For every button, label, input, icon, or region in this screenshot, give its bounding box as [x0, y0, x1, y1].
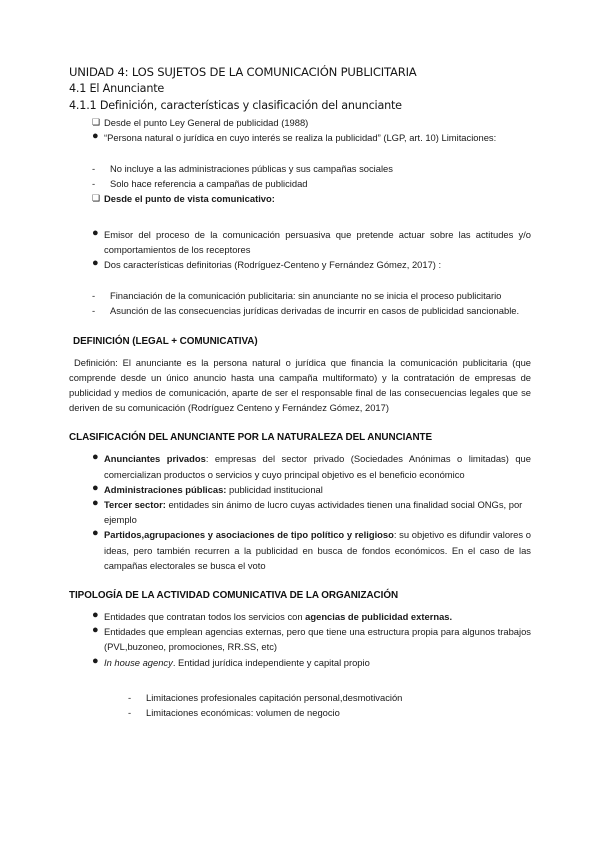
checkbox-icon: ❏ — [92, 116, 101, 127]
definicion-heading: DEFINICIÓN (LEGAL + COMUNICATIVA) — [73, 335, 258, 347]
spacer — [69, 319, 531, 335]
list-item-description: entidades sin ánimo de lucro cuyas actividades tienen una finalidad social ONGs, por ejemplo — [104, 498, 523, 526]
list-item-label: Limitaciones económicas: volumen de negocio — [146, 706, 340, 718]
spacer — [69, 272, 531, 288]
bullet-icon: ● — [92, 527, 99, 540]
bullet-icon: ● — [92, 654, 99, 667]
list-item-bullet — [69, 257, 531, 272]
list-item-description: : su objetivo es difundir valores o ideas, pero también recurren a la publicidad en busca de fondos económicos. En el caso de las campañas electorales se busca el voto — [104, 529, 531, 571]
list-item-label: No incluye a las administraciones públicas y sus campañas sociales — [110, 162, 393, 174]
list-item-label: Emisor del proceso de la comunicación persuasiva que pretende actuar sobre las actitudes y/o comportamientos de los receptores — [104, 228, 531, 255]
list-item-dash — [69, 705, 531, 720]
list-item-bullet — [69, 609, 531, 624]
list-item-label — [104, 497, 531, 527]
list-item-label: “Persona natural o jurídica en cuyo interés se realiza la publicidad” (LGP, art. 10) Limitaciones: — [104, 131, 497, 143]
list-item-description: Entidades que contratan todos los servicios con — [104, 610, 306, 622]
clasificacion-heading: CLASIFICACIÓN DEL ANUNCIANTE POR LA NATURALEZA DEL ANUNCIANTE — [69, 432, 433, 444]
list-item-dash — [69, 690, 531, 705]
dash-icon: - — [92, 290, 96, 302]
bullet-icon: ● — [92, 624, 99, 637]
list-item-checkbox — [69, 115, 531, 130]
dash-icon: - — [128, 706, 132, 718]
list-item-dash — [69, 288, 531, 303]
list-item-term: Partidos,agrupaciones y asociaciones de tipo político y religioso — [104, 529, 394, 541]
clasificacion-list — [69, 451, 531, 573]
legal-definition-block — [69, 115, 531, 207]
document-heading-block — [69, 64, 531, 115]
list-item-bullet — [69, 655, 531, 670]
list-item-label — [104, 609, 531, 624]
list-item-term: Anunciantes privados — [104, 453, 206, 465]
bullet-icon: ● — [92, 496, 99, 509]
spacer — [69, 573, 531, 589]
list-item-bullet — [69, 497, 531, 527]
list-item-label: Solo hace referencia a campañas de publicidad — [110, 178, 308, 190]
list-item-bullet — [69, 130, 531, 145]
spacer — [69, 145, 531, 161]
list-item-bullet — [69, 227, 531, 257]
tipologia-list — [69, 609, 531, 720]
spacer — [69, 207, 531, 227]
page-title: UNIDAD 4: LOS SUJETOS DE LA COMUNICACIÓN PUBLICITARIA — [69, 65, 417, 79]
list-item-term: agencias de publicidad externas. — [305, 610, 453, 622]
dash-icon: - — [92, 162, 96, 174]
comunicativo-block — [69, 227, 531, 319]
spacer — [69, 415, 531, 431]
bullet-icon: ● — [92, 129, 99, 142]
bullet-icon: ● — [92, 608, 99, 621]
list-item-label — [104, 527, 531, 573]
spacer — [69, 670, 531, 690]
dash-icon: - — [128, 691, 132, 703]
list-item-term: Administraciones públicas: — [104, 483, 227, 495]
list-item-term: In house agency — [104, 656, 173, 668]
list-item-label: Financiación de la comunicación publicitaria: sin anunciante no se inicia el proceso publicitario — [110, 290, 502, 302]
bullet-icon: ● — [92, 451, 99, 464]
section-title: 4.1 El Anunciante — [69, 81, 165, 95]
list-item-dash — [69, 161, 531, 176]
list-item-bullet — [69, 624, 531, 654]
list-item-description: : empresas del sector privado (Sociedades Anónimas o limitadas) que comercializan productos o servicios y cuyo principal objetivo es el beneficio económico — [104, 453, 531, 480]
list-item-label: Desde el punto Ley General de publicidad (1988) — [104, 116, 309, 128]
list-item-dash — [69, 176, 531, 191]
dash-icon: - — [92, 178, 96, 190]
list-item-label: Asunción de las consecuencias jurídicas derivadas de incurrir en casos de publicidad sancionable. — [110, 305, 520, 317]
list-item-label: Limitaciones profesionales capitación personal,desmotivación — [146, 691, 403, 703]
definicion-paragraph-text: Definición: El anunciante es la persona natural o jurídica que financia la comunicación publicitaria (que comprende desde un único anuncio hasta una campaña multiformato) y la contratación de empresas de publicidad y medios de comunicación, aparte de ser el responsable final de las consecuencias legales que se deriven de su comunicación (Rodríguez Centeno y Fernández Gómez, 2017) — [69, 356, 531, 414]
list-item-bullet — [69, 451, 531, 481]
list-item-description: publicidad institucional — [226, 483, 323, 495]
list-item-label: Desde el punto de vista comunicativo: — [104, 193, 275, 205]
list-item-label — [104, 482, 531, 497]
list-item-bullet — [69, 527, 531, 573]
dash-icon: - — [92, 305, 96, 317]
list-item-label: Dos características definitorias (Rodríguez-Centeno y Fernández Gómez, 2017) : — [104, 258, 442, 270]
list-item-dash — [69, 303, 531, 318]
subsection-title: 4.1.1 Definición, características y clasificación del anunciante — [69, 99, 402, 112]
list-item-description: . Entidad jurídica independiente y capital propio — [172, 656, 370, 668]
bullet-icon: ● — [92, 226, 99, 239]
list-item-label: Entidades que emplean agencias externas, pero que tiene una estructura propia para algunos trabajos (PVL,buzoneo, promociones, RR.SS, etc) — [104, 626, 531, 653]
tipologia-heading: TIPOLOGÍA DE LA ACTIVIDAD COMUNICATIVA DE LA ORGANIZACIÓN — [69, 589, 399, 601]
list-item-term: Tercer sector: — [104, 498, 166, 510]
definicion-paragraph — [69, 355, 531, 416]
list-item-label — [104, 451, 531, 481]
list-item-bullet — [69, 482, 531, 497]
checkbox-icon: ❏ — [92, 193, 101, 204]
bullet-icon: ● — [92, 481, 99, 494]
list-item-label — [104, 655, 531, 670]
list-item-checkbox — [69, 191, 531, 206]
bullet-icon: ● — [92, 256, 99, 269]
